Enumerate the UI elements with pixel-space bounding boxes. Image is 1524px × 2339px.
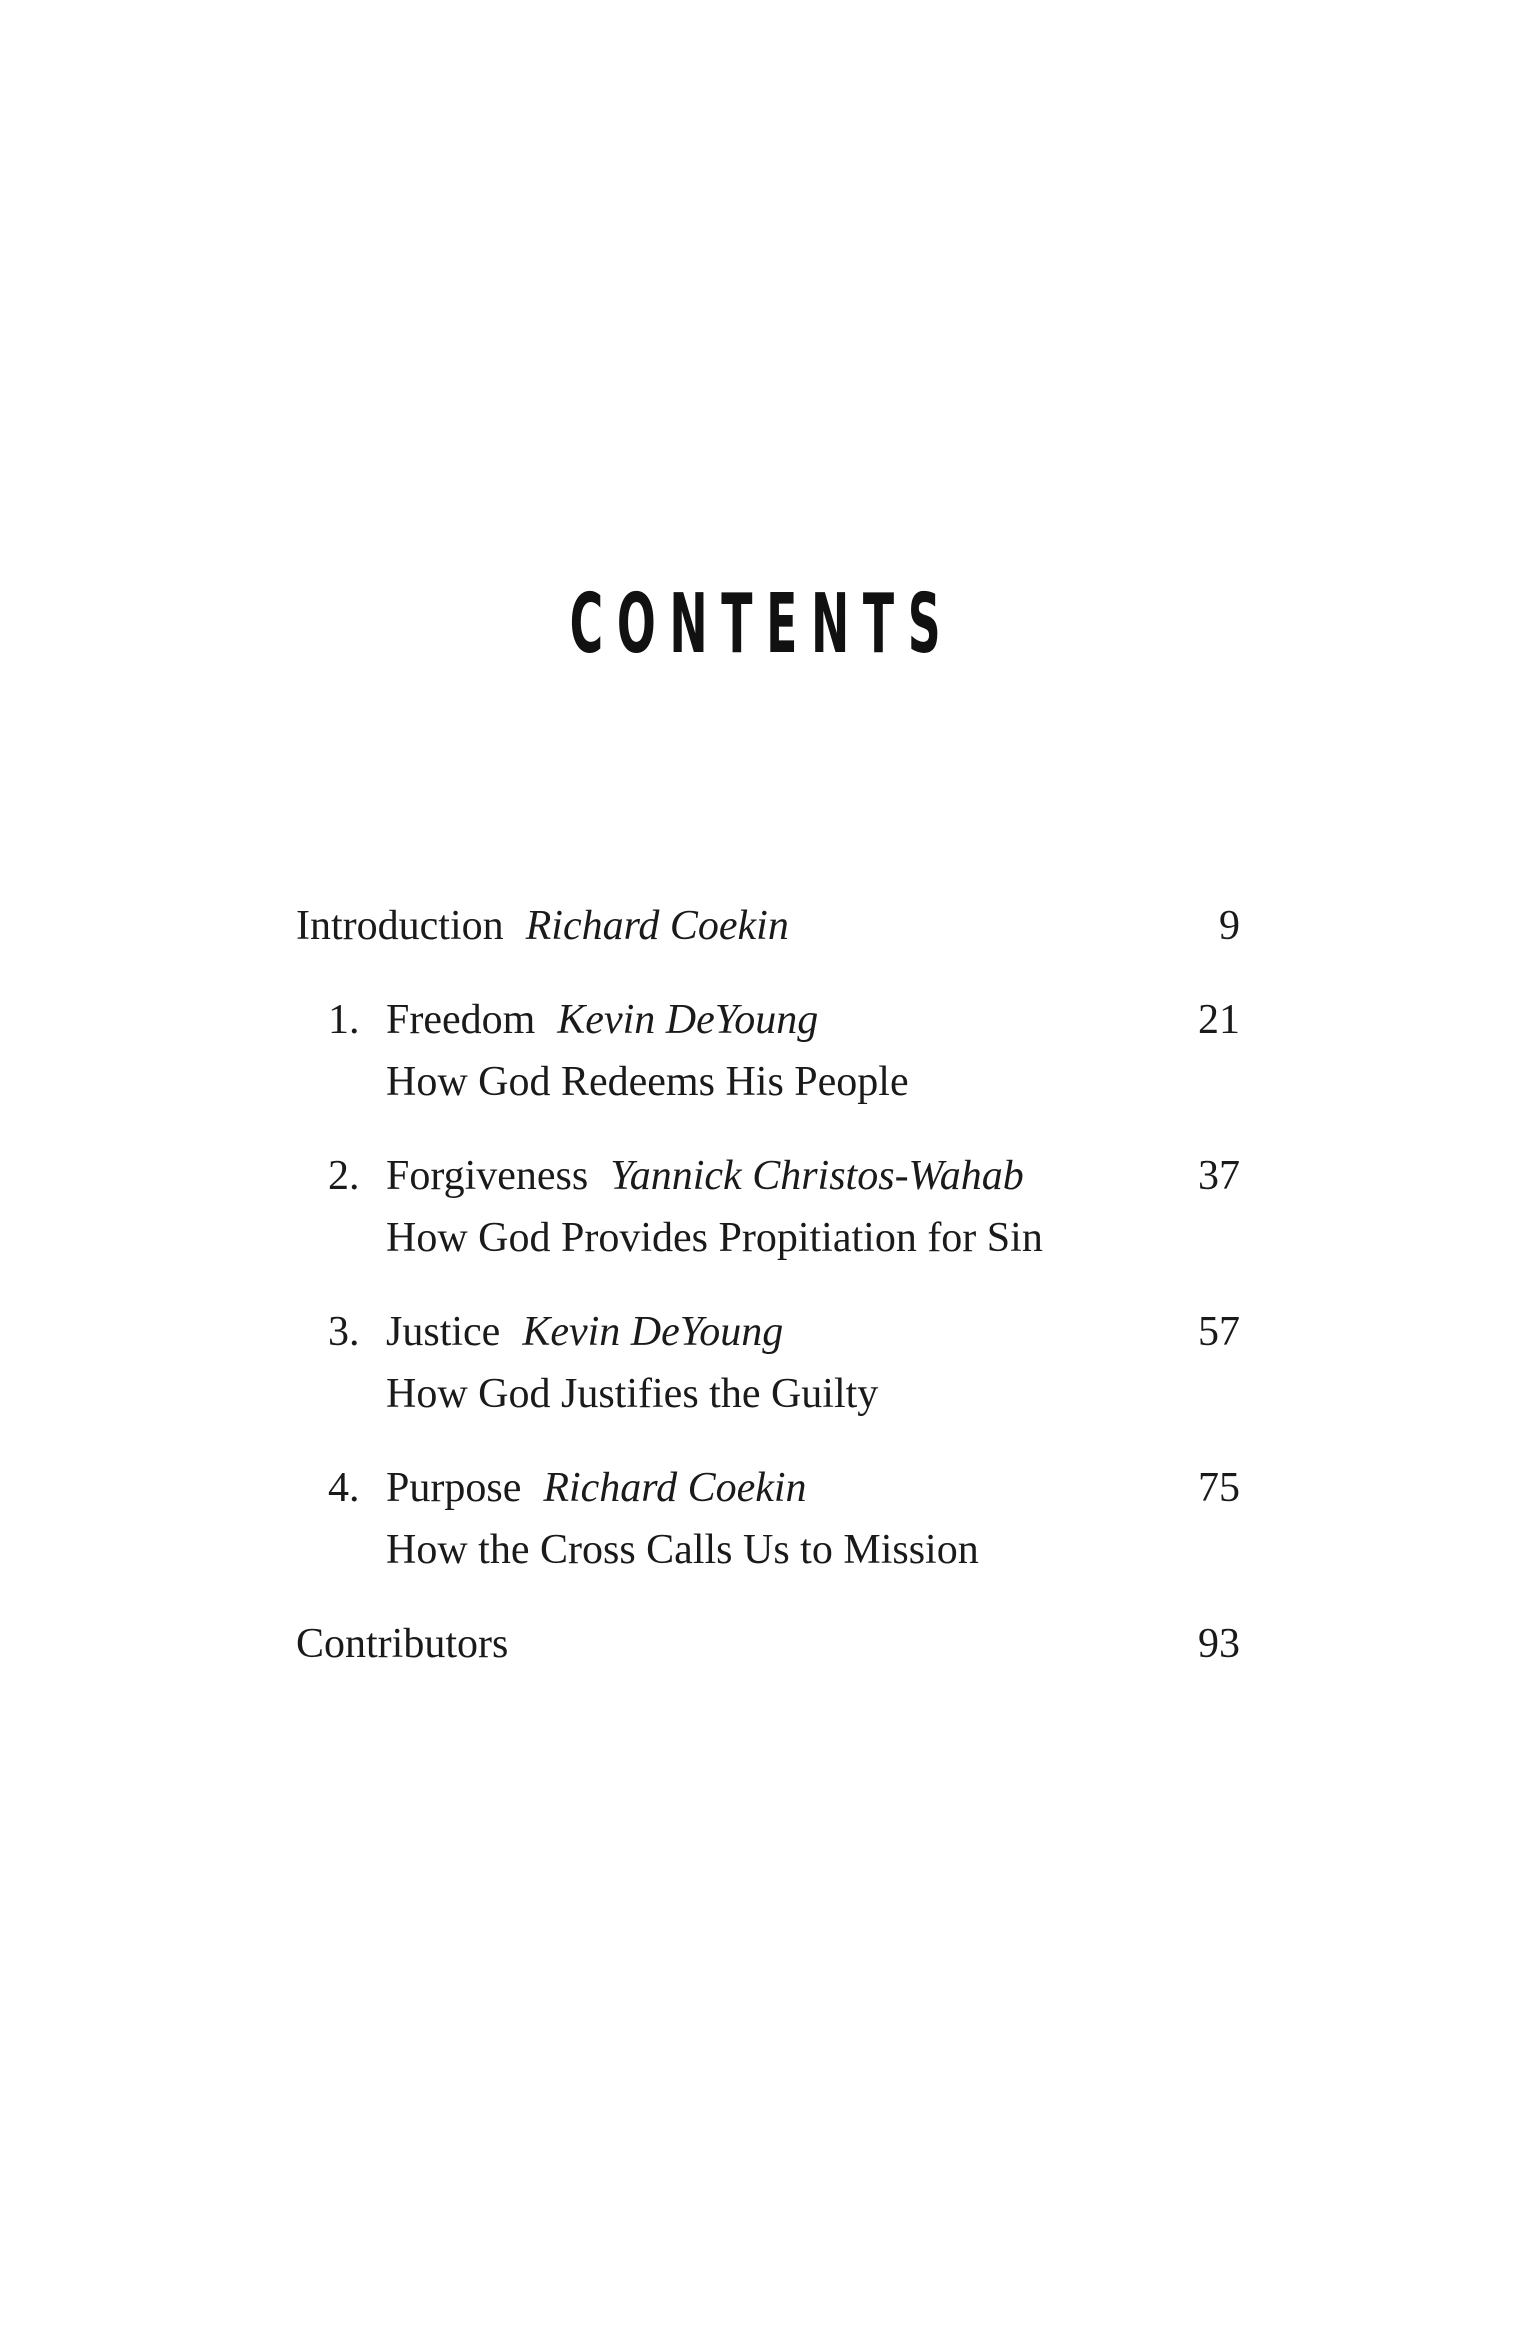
toc-entry-page: 9 <box>1219 903 1240 949</box>
toc-entry-number: 4. <box>328 1465 360 1511</box>
toc-entry-introduction <box>296 895 1240 957</box>
toc-entry-subtitle: How the Cross Calls Us to Mission <box>386 1527 979 1573</box>
toc-entry-author: Richard Coekin <box>543 1465 807 1511</box>
toc-entry-number: 3. <box>328 1309 360 1355</box>
toc-entry-page: 93 <box>1198 1621 1240 1667</box>
table-of-contents <box>296 895 1240 1707</box>
toc-entry-page: 57 <box>1198 1309 1240 1355</box>
toc-entry-subtitle: How God Redeems His People <box>386 1059 909 1105</box>
toc-entry-title: Justice <box>386 1309 501 1355</box>
toc-entry-subtitle: How God Provides Propitiation for Sin <box>386 1215 1043 1261</box>
toc-entry-chapter-3 <box>296 1301 1240 1425</box>
toc-entry-title: Introduction <box>296 903 504 949</box>
toc-entry-title: Freedom <box>386 997 536 1043</box>
toc-entry-page: 75 <box>1198 1465 1240 1511</box>
toc-entry-contributors <box>296 1613 1240 1675</box>
toc-entry-author: Yannick Christos-Wahab <box>610 1153 1024 1199</box>
toc-entry-author: Richard Coekin <box>525 903 789 949</box>
toc-entry-author: Kevin DeYoung <box>522 1309 784 1355</box>
toc-entry-number: 1. <box>328 997 360 1043</box>
toc-entry-title: Contributors <box>296 1621 509 1667</box>
toc-entry-subtitle: How God Justifies the Guilty <box>386 1371 879 1417</box>
toc-entry-title: Purpose <box>386 1465 522 1511</box>
toc-entry-title: Forgiveness <box>386 1153 589 1199</box>
toc-entry-page: 37 <box>1198 1153 1240 1199</box>
toc-entry-author: Kevin DeYoung <box>557 997 819 1043</box>
page-title: CONTENTS <box>569 577 955 672</box>
toc-entry-chapter-2 <box>296 1145 1240 1269</box>
toc-entry-page: 21 <box>1198 997 1240 1043</box>
toc-entry-number: 2. <box>328 1153 360 1199</box>
toc-entry-chapter-4 <box>296 1457 1240 1581</box>
toc-entry-chapter-1 <box>296 989 1240 1113</box>
